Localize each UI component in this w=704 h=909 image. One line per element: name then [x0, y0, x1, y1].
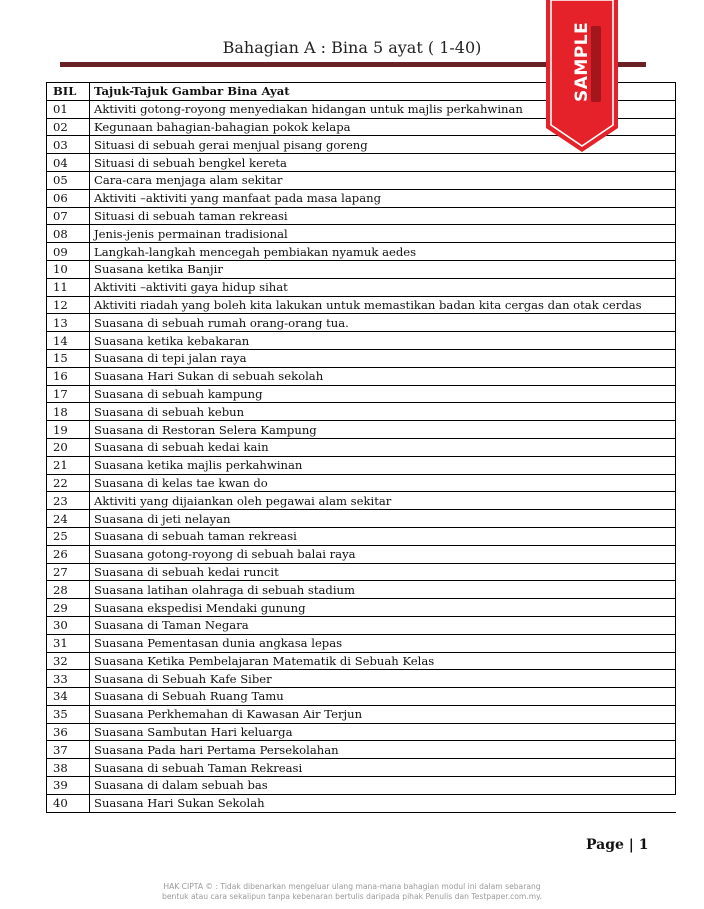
row-topic: Suasana di dalam sebuah bas — [90, 777, 676, 795]
row-number: 28 — [47, 581, 90, 599]
copyright-line-2: bentuk atau cara sekalipun tanpa kebenaran bertulis daripada pihak Penulis dan Testpaper.com.my. — [162, 892, 542, 901]
row-number: 15 — [47, 349, 90, 367]
row-topic: Suasana latihan olahraga di sebuah stadium — [90, 581, 676, 599]
column-header-topic: Tajuk-Tajuk Gambar Bina Ayat — [90, 83, 676, 101]
row-number: 37 — [47, 741, 90, 759]
table-row — [47, 438, 676, 456]
copyright-line-1: HAK CIPTA © : Tidak dibenarkan mengeluar ulang mana-mana bahagian modul ini dalam sebarang — [163, 882, 541, 891]
row-topic: Situasi di sebuah taman rekreasi — [90, 207, 676, 225]
row-topic: Suasana Pada hari Pertama Persekolahan — [90, 741, 676, 759]
row-number: 05 — [47, 171, 90, 189]
table-row — [47, 705, 676, 723]
table-row — [47, 367, 676, 385]
row-number: 33 — [47, 670, 90, 688]
row-number: 18 — [47, 403, 90, 421]
table-row — [47, 189, 676, 207]
table-row — [47, 545, 676, 563]
row-topic: Suasana di kelas tae kwan do — [90, 474, 676, 492]
row-number: 03 — [47, 136, 90, 154]
row-topic: Suasana Sambutan Hari keluarga — [90, 723, 676, 741]
row-topic: Suasana ketika Banjir — [90, 260, 676, 278]
row-number: 29 — [47, 599, 90, 617]
row-number: 09 — [47, 243, 90, 261]
table-row — [47, 723, 676, 741]
row-topic: Suasana ketika kebakaran — [90, 332, 676, 350]
row-number: 38 — [47, 759, 90, 777]
row-number: 32 — [47, 652, 90, 670]
row-topic: Aktiviti –aktiviti yang manfaat pada masa lapang — [90, 189, 676, 207]
table-row — [47, 225, 676, 243]
table-row — [47, 616, 676, 634]
table-row — [47, 527, 676, 545]
row-topic: Aktiviti riadah yang boleh kita lakukan untuk memastikan badan kita cergas dan otak cerdas — [90, 296, 676, 314]
table-row — [47, 207, 676, 225]
table-row — [47, 563, 676, 581]
table-row — [47, 510, 676, 528]
row-topic: Aktiviti gotong-royong menyediakan hidangan untuk majlis perkahwinan — [90, 100, 676, 118]
row-topic: Suasana di tepi jalan raya — [90, 349, 676, 367]
row-number: 40 — [47, 794, 90, 812]
row-topic: Suasana Pementasan dunia angkasa lepas — [90, 634, 676, 652]
row-number: 19 — [47, 421, 90, 439]
row-topic: Suasana di sebuah kebun — [90, 403, 676, 421]
row-number: 21 — [47, 456, 90, 474]
row-number: 11 — [47, 278, 90, 296]
table-row — [47, 421, 676, 439]
row-number: 13 — [47, 314, 90, 332]
row-topic: Langkah-langkah mencegah pembiakan nyamuk aedes — [90, 243, 676, 261]
row-topic: Suasana Hari Sukan Sekolah — [90, 794, 676, 812]
row-number: 35 — [47, 705, 90, 723]
row-number: 26 — [47, 545, 90, 563]
row-number: 04 — [47, 154, 90, 172]
row-topic: Suasana di Sebuah Kafe Siber — [90, 670, 676, 688]
row-number: 07 — [47, 207, 90, 225]
row-number: 17 — [47, 385, 90, 403]
table-row — [47, 171, 676, 189]
table-row — [47, 794, 676, 812]
row-topic: Suasana di Taman Negara — [90, 616, 676, 634]
table-row — [47, 777, 676, 795]
row-number: 14 — [47, 332, 90, 350]
row-topic: Suasana di sebuah kedai kain — [90, 438, 676, 456]
row-topic: Suasana di Sebuah Ruang Tamu — [90, 688, 676, 706]
row-number: 08 — [47, 225, 90, 243]
table-row — [47, 296, 676, 314]
topics-table — [46, 82, 676, 813]
row-number: 36 — [47, 723, 90, 741]
table-row — [47, 314, 676, 332]
row-topic: Aktiviti –aktiviti gaya hidup sihat — [90, 278, 676, 296]
row-topic: Suasana gotong-royong di sebuah balai raya — [90, 545, 676, 563]
row-topic: Kegunaan bahagian-bahagian pokok kelapa — [90, 118, 676, 136]
table-row — [47, 474, 676, 492]
row-number: 01 — [47, 100, 90, 118]
table-row — [47, 492, 676, 510]
row-topic: Suasana di sebuah kampung — [90, 385, 676, 403]
row-topic: Suasana di sebuah Taman Rekreasi — [90, 759, 676, 777]
row-number: 22 — [47, 474, 90, 492]
row-number: 30 — [47, 616, 90, 634]
table-row — [47, 332, 676, 350]
row-topic: Suasana ketika majlis perkahwinan — [90, 456, 676, 474]
row-topic: Jenis-jenis permainan tradisional — [90, 225, 676, 243]
row-topic: Suasana Ketika Pembelajaran Matematik di Sebuah Kelas — [90, 652, 676, 670]
table-row — [47, 456, 676, 474]
row-number: 31 — [47, 634, 90, 652]
row-number: 02 — [47, 118, 90, 136]
table-row — [47, 599, 676, 617]
row-topic: Situasi di sebuah bengkel kereta — [90, 154, 676, 172]
page-title-text: Bahagian A : Bina 5 ayat ( 1-40) — [222, 38, 482, 57]
row-number: 20 — [47, 438, 90, 456]
copyright-notice — [0, 882, 704, 902]
row-number: 12 — [47, 296, 90, 314]
row-topic: Suasana Hari Sukan di sebuah sekolah — [90, 367, 676, 385]
table-row — [47, 403, 676, 421]
row-number: 27 — [47, 563, 90, 581]
row-number: 06 — [47, 189, 90, 207]
row-topic: Suasana di jeti nelayan — [90, 510, 676, 528]
table-row — [47, 652, 676, 670]
row-number: 16 — [47, 367, 90, 385]
table-row — [47, 759, 676, 777]
row-number: 34 — [47, 688, 90, 706]
table-row — [47, 278, 676, 296]
table-row — [47, 243, 676, 261]
row-number: 25 — [47, 527, 90, 545]
table-row — [47, 385, 676, 403]
column-header-bil: BIL — [47, 83, 90, 101]
table-row — [47, 260, 676, 278]
row-topic: Suasana Perkhemahan di Kawasan Air Terjun — [90, 705, 676, 723]
row-topic: Suasana di sebuah taman rekreasi — [90, 527, 676, 545]
sample-label: SAMPLE — [572, 21, 592, 102]
sample-ribbon-icon — [546, 0, 618, 152]
table-row — [47, 349, 676, 367]
row-topic: Aktiviti yang dijaiankan oleh pegawai alam sekitar — [90, 492, 676, 510]
row-topic: Suasana di Restoran Selera Kampung — [90, 421, 676, 439]
row-number: 10 — [47, 260, 90, 278]
table-row — [47, 634, 676, 652]
row-number: 23 — [47, 492, 90, 510]
page-number: Page | 1 — [586, 837, 649, 853]
row-topic: Situasi di sebuah gerai menjual pisang goreng — [90, 136, 676, 154]
table-row — [47, 741, 676, 759]
table-row — [47, 154, 676, 172]
row-topic: Suasana di sebuah kedai runcit — [90, 563, 676, 581]
table-row — [47, 688, 676, 706]
row-topic: Suasana di sebuah rumah orang-orang tua. — [90, 314, 676, 332]
table-row — [47, 581, 676, 599]
row-number: 24 — [47, 510, 90, 528]
row-number: 39 — [47, 777, 90, 795]
row-topic: Suasana ekspedisi Mendaki gunung — [90, 599, 676, 617]
row-topic: Cara-cara menjaga alam sekitar — [90, 171, 676, 189]
table-row — [47, 670, 676, 688]
